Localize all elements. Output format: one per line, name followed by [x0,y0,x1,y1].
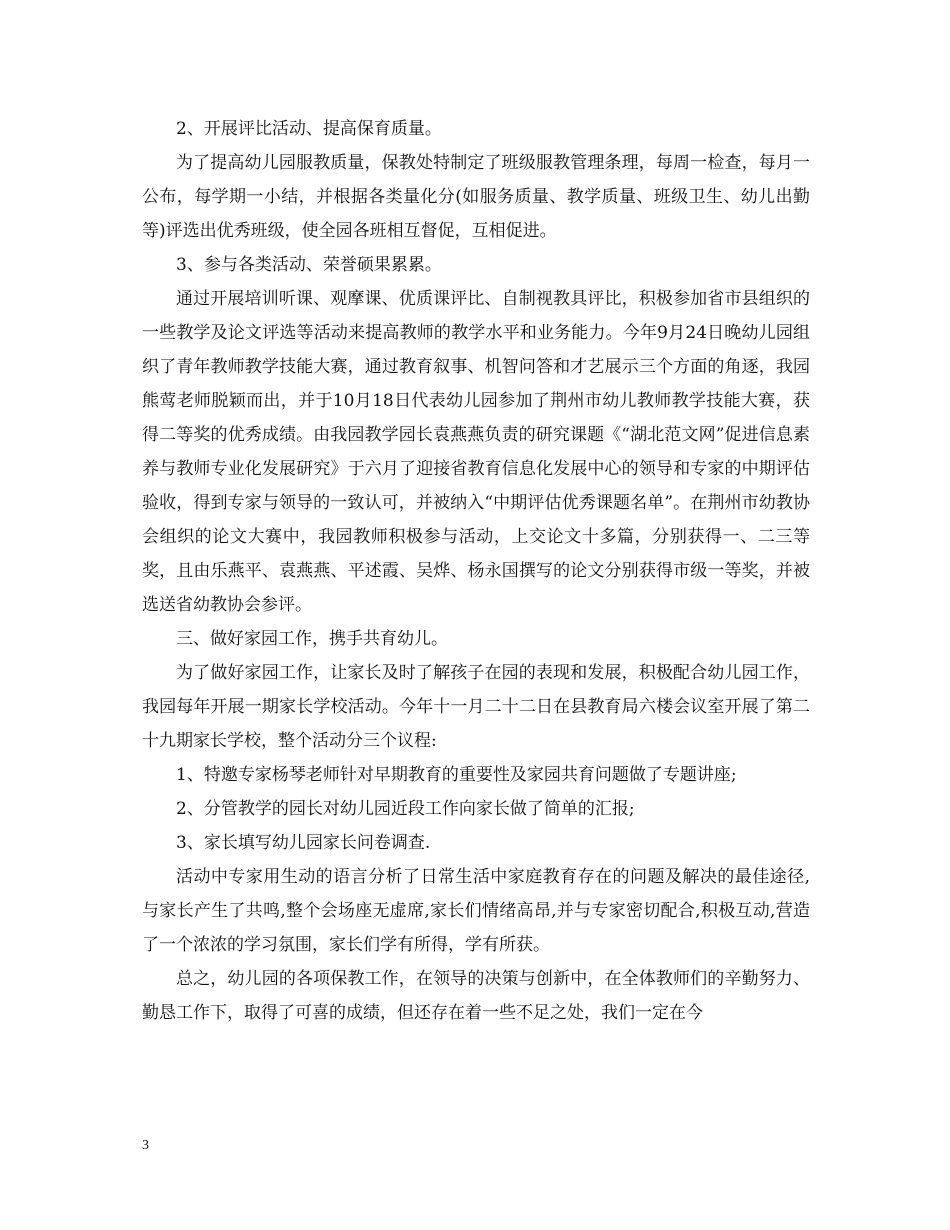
paragraph-8: 2、分管教学的园长对幼儿园近段工作向家长做了简单的汇报; [176,799,635,819]
paragraph-5: 三、做好家园工作，携手共育幼儿。 [176,629,448,649]
paragraph-4: 通过开展培训听课、观摩课、优质课评比、自制视教具评比，积极参加省市县组织的一些教学及论文评选等活动来提高教师的教学水平和业务能力。今年9月24日晚幼儿园组织了青年教师教学技能大赛，通过教育叙事、机智问答和才艺展示三个方面的角逐，我园熊莺老师脱颖而出，并于10月18日代表幼儿园参加了荆州市幼儿教师教学技能大赛，获得二等奖的优秀成绩。由我园教学园长袁燕燕负责的研究课题《“湖北范文网”促进信息素养与教师专业化发展研究》于六月了迎接省教育信息化发展中心的领导和专家的中期评估验收，得到专家与领导的一致认可，并被纳入“中期评估优秀课题名单”。在荆州市幼教协会组织的论文大赛中，我园教师积极参与活动，上交论文十多篇，分别获得一、二三等奖，且由乐燕平、袁燕燕、平述霞、吴烨、杨永国撰写的论文分别获得市级一等奖，并被选送省幼教协会参评。 [142,289,810,615]
page-number: 3 [142,1138,149,1153]
paragraph-3: 3、参与各类活动、荣誉硕果累累。 [176,255,442,275]
paragraph-2: 为了提高幼儿园服教质量，保教处特制定了班级服教管理条理，每周一检查，每月一公布，每学期一小结，并根据各类量化分(如服务质量、教学质量、班级卫生、幼儿出勤等)评选出优秀班级，使全园各班相互督促，互相促进。 [142,153,810,241]
paragraph-1: 2、开展评比活动、提高保育质量。 [176,119,442,139]
paragraph-6: 为了做好家园工作，让家长及时了解孩子在园的表现和发展，积极配合幼儿园工作，我园每年开展一期家长学校活动。今年十一月二十二日在县教育局六楼会议室开展了第二十九期家长学校，整个活动分三个议程: [142,663,810,751]
paragraph-7: 1、特邀专家杨琴老师针对早期教育的重要性及家园共育问题做了专题讲座; [176,765,737,785]
paragraph-11: 总之，幼儿园的各项保教工作，在领导的决策与创新中，在全体教师们的辛勤努力、勤恳工作下，取得了可喜的成绩，但还存在着一些不足之处，我们一定在今 [142,969,810,1023]
paragraph-9: 3、家长填写幼儿园家长问卷调查. [176,833,431,853]
document-body [142,112,810,1030]
paragraph-10: 活动中专家用生动的语言分析了日常生活中家庭教育存在的问题及解决的最佳途径,与家长产生了共鸣,整个会场座无虚席,家长们情绪高昂,并与专家密切配合,积极互动,营造了一个浓浓的学习氛围，家长们学有所得，学有所获。 [142,867,810,955]
